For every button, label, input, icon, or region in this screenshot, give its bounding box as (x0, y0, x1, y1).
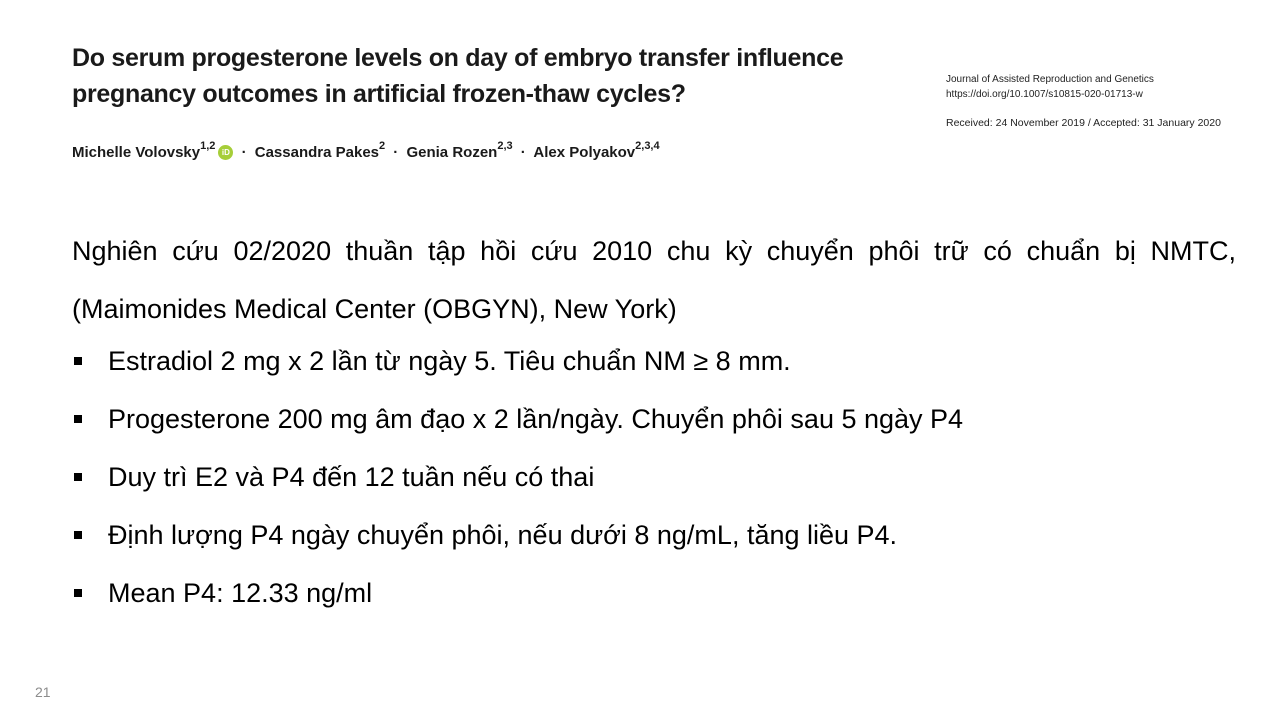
journal-name: Journal of Assisted Reproduction and Genetics (946, 74, 1154, 85)
doi-link[interactable]: https://doi.org/10.1007/s10815-020-01713-w (946, 89, 1143, 100)
author-separator: · (393, 144, 399, 161)
author-separator: · (520, 144, 526, 161)
author-affiliation: 2,3 (497, 140, 513, 152)
author-affiliation: 1,2 (200, 140, 216, 152)
list-item-text: Duy trì E2 và P4 đến 12 tuần nếu có thai (108, 462, 595, 492)
list-item-text: Progesterone 200 mg âm đạo x 2 lần/ngày. Chuyển phôi sau 5 ngày P4 (108, 404, 964, 434)
author-name: Michelle Volovsky (72, 144, 201, 161)
list-item (72, 390, 963, 448)
list-item (72, 564, 963, 622)
author-name: Alex Polyakov (533, 144, 636, 161)
square-bullet-icon (74, 357, 82, 365)
list-item (72, 332, 963, 390)
square-bullet-icon (74, 473, 82, 481)
author-affiliation: 2 (379, 140, 386, 152)
square-bullet-icon (74, 415, 82, 423)
page-number: 21 (35, 684, 51, 700)
paper-title: Do serum progesterone levels on day of embryo transfer influence pregnancy outcomes in artificial frozen-thaw cycles? (72, 44, 844, 108)
received-accepted-dates: Received: 24 November 2019 / Accepted: 31 January 2020 (946, 117, 1221, 129)
square-bullet-icon (74, 589, 82, 597)
author-separator: · (241, 144, 247, 161)
list-item (72, 448, 963, 506)
list-item-text: Estradiol 2 mg x 2 lần từ ngày 5. Tiêu chuẩn NM ≥ 8 mm. (108, 346, 791, 376)
bullet-list (72, 332, 963, 622)
square-bullet-icon (74, 531, 82, 539)
list-item-text: Định lượng P4 ngày chuyển phôi, nếu dưới 8 ng/mL, tăng liều P4. (108, 520, 898, 550)
list-item (72, 506, 963, 564)
author-name: Cassandra Pakes (254, 144, 379, 161)
list-item-text: Mean P4: 12.33 ng/ml (108, 578, 373, 608)
journal-info (946, 72, 1154, 102)
intro-paragraph: Nghiên cứu 02/2020 thuần tập hồi cứu 2010 chu kỳ chuyển phôi trữ có chuẩn bị NMTC, (Maimonides Medical Center (OBGYN), New York) (72, 236, 1236, 324)
author-affiliation: 2,3,4 (635, 140, 660, 152)
author-list (72, 142, 660, 161)
author-name: Genia Rozen (406, 144, 498, 161)
orcid-icon[interactable]: iD (218, 145, 233, 160)
